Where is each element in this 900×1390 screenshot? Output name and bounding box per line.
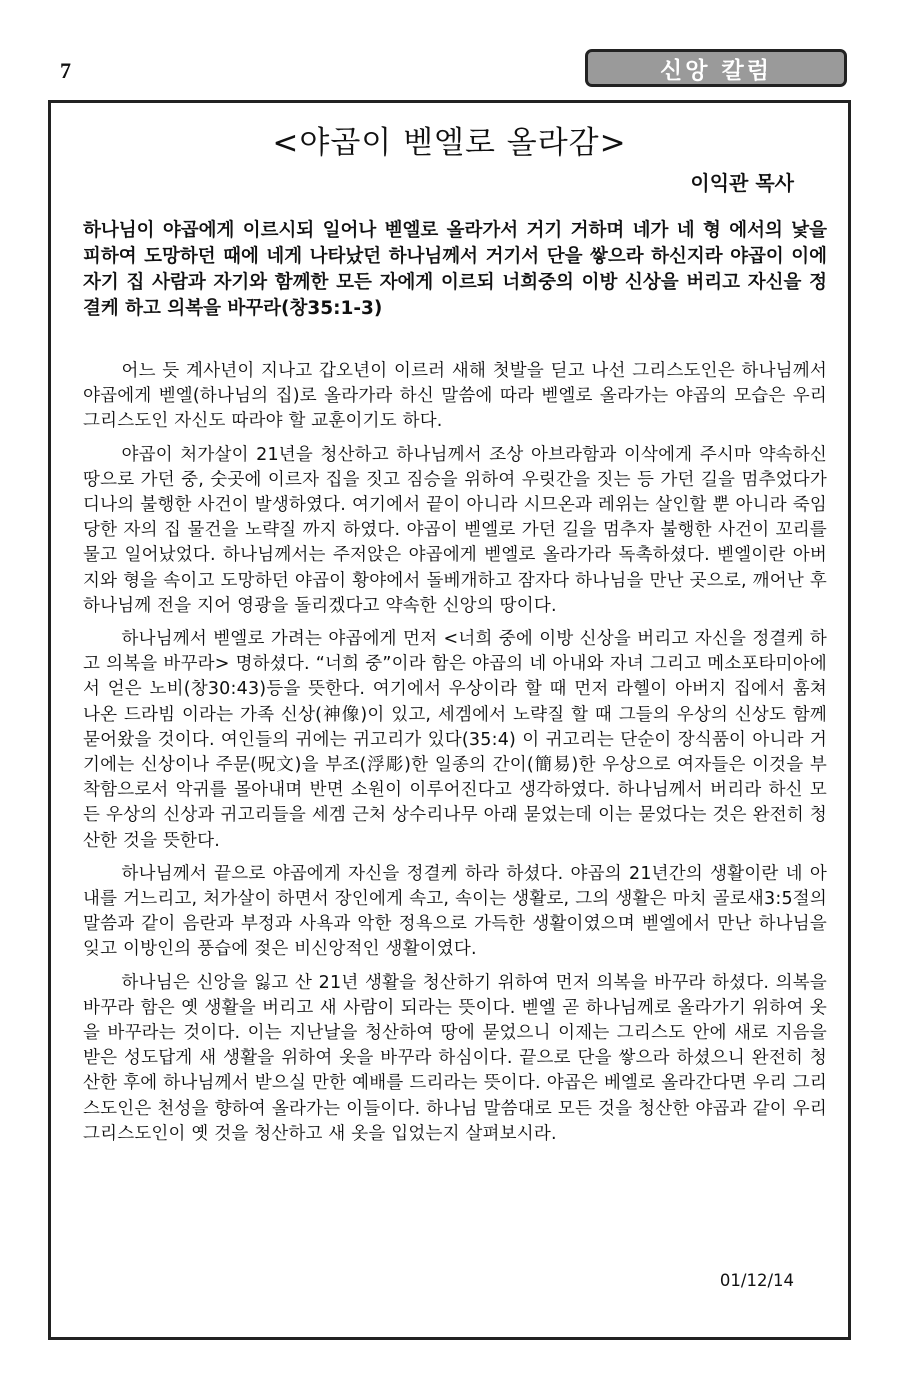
section-tab — [585, 49, 847, 87]
page-number: 7 — [60, 58, 71, 83]
body-paragraph: 하나님께서 벧엘로 가려는 야곱에게 먼저 <너희 중에 이방 신상을 버리고 자신을 정결케 하고 의복을 바꾸라> 명하셨다. “너희 중”이라 함은 야곱의 네 아내와 자녀 그리고 메소포타미아에서 얻은 노비(창30:43)등을 뜻한다. 여기에서 우상이라 할 때 먼저 라헬이 아버지 집에서 훔쳐 나온 드라빔 이라는 가족 신상(神像)이 있고, 세겜에서 노략질 할 때 그들의 우상의 신상도 함께 묻어왔을 것이다. 여인들의 귀에는 귀고리가 있다(35:4) 이 귀고리는 단순이 장식품이 아니라 거기에는 신상이나 주문(呪文)을 부조(浮彫)한 일종의 간이(簡易)한 우상으로 여자들은 이것을 부착함으로서 악귀를 몰아내며 반면 소원이 이루어진다고 생각하였다. 하나님께서 버리라 하신 모든 우상의 신상과 귀고리들을 세겜 근처 상수리나무 아래 묻었는데 이는 묻었다는 것은 완전히 청산한 것을 뜻한다. — [83, 629, 827, 851]
article-body — [83, 359, 827, 1155]
article-title: <야곱이 벧엘로 올라감> — [272, 125, 627, 161]
article-date: 01/12/14 — [719, 1271, 794, 1290]
body-paragraph: 하나님께서 끝으로 야곱에게 자신을 정결케 하라 하셨다. 야곱의 21년간의 생활이란 네 아내를 거느리고, 처가살이 하면서 장인에게 속고, 속이는 생활로, 그의 생활은 마치 골로새3:5절의 말씀과 같이 음란과 부정과 사욕과 악한 정욕으로 가득한 생활이였으며 벧엘에서 만난 하나님을 잊고 이방인의 풍습에 젖은 비신앙적인 생활이였다. — [83, 863, 827, 960]
section-label: 신앙 칼럼 — [660, 56, 772, 84]
article-frame — [48, 100, 851, 1340]
scripture-verse: 하나님이 야곱에게 이르시되 일어나 벧엘로 올라가서 거기 거하며 네가 네 형 에서의 낯을 피하여 도망하던 때에 네게 나타났던 하나님께서 거기서 단을 쌓으라 하신지라 야곱이 이에 자기 집 사람과 자기와 함께한 모든 자에게 이르되 너희중의 이방 신상을 버리고 자신을 정결케 하고 의복을 바꾸라(창35:1-3) — [83, 220, 827, 319]
body-paragraph: 어느 듯 계사년이 지나고 갑오년이 이르러 새해 첫발을 딛고 나선 그리스도인은 하나님께서 야곱에게 벧엘(하나님의 집)로 올라가라 하신 말씀에 따라 벧엘로 올라가는 야곱의 모습은 우리 그리스도인 자신도 따라야 할 교훈이기도 하다. — [83, 361, 827, 432]
article-author: 이익관 목사 — [690, 171, 794, 195]
body-paragraph: 야곱이 처가살이 21년을 청산하고 하나님께서 조상 아브라함과 이삭에게 주시마 약속하신 땅으로 가던 중, 숫곳에 이르자 집을 짓고 짐승을 위하여 우릿간을 짓는 등 가던 길을 멈추었다가 디나의 불행한 사건이 발생하였다. 여기에서 끝이 아니라 시므온과 레위는 살인할 뿐 아니라 죽임 당한 자의 집 물건을 노략질 까지 하였다. 야곱이 벧엘로 가던 길을 멈추자 불행한 사건이 꼬리를 물고 일어났었다. 하나님께서는 주저앉은 야곱에게 벧엘로 올라가라 독촉하셨다. 벧엘이란 아버지와 형을 속이고 도망하던 야곱이 황야에서 돌베개하고 잠자다 하나님을 만난 곳으로, 깨어난 후 하나님께 전을 지어 영광을 돌리겠다고 약속한 신앙의 땅이다. — [83, 444, 827, 616]
body-paragraph: 하나님은 신앙을 잃고 산 21년 생활을 청산하기 위하여 먼저 의복을 바꾸라 하셨다. 의복을 바꾸라 함은 옛 생활을 버리고 새 사람이 되라는 뜻이다. 벧엘 곧 하나님께로 올라가기 위하여 옷을 바꾸라는 것이다. 이는 지난날을 청산하여 땅에 묻었으니 이제는 그리스도 안에 새로 지음을 받은 성도답게 새 생활을 위하여 옷을 바꾸라 하심이다. 끝으로 단을 쌓으라 하셨으니 완전히 청산한 후에 하나님께서 받으실 만한 예배를 드리라는 뜻이다. 야곱은 베엘로 올라간다면 우리 그리스도인은 천성을 향하여 올라가는 이들이다. 하나님 말씀대로 모든 것을 청산한 야곱과 같이 우리 그리스도인이 옛 것을 청산하고 새 옷을 입었는지 살펴보시라. — [83, 972, 827, 1144]
